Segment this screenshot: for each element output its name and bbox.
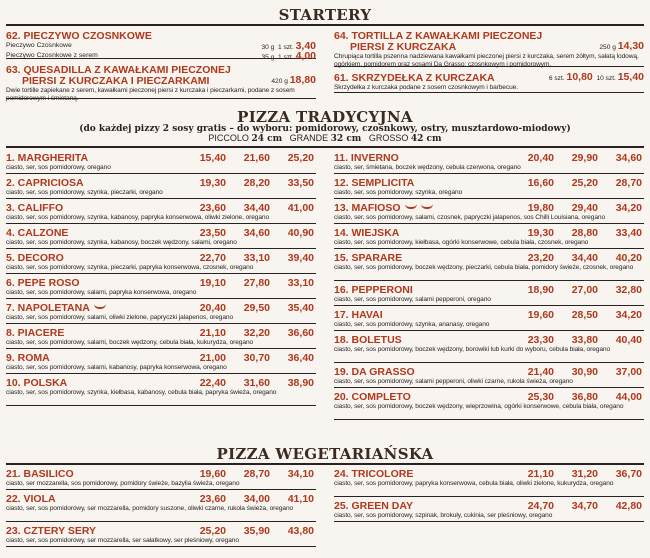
pizza-ingredients: ciasto, ser, śmietana, boczek wędzony, cebula czerwona, oregano — [334, 164, 521, 171]
price-grande: 28,50 — [571, 309, 598, 321]
starter-item-61 — [334, 71, 644, 93]
item-qty: 10 szt. — [596, 75, 616, 82]
price-group — [518, 392, 642, 403]
price-group — [190, 469, 314, 480]
price-group — [518, 501, 642, 512]
price-grosso: 34,20 — [615, 202, 642, 214]
price-group — [190, 494, 314, 505]
pizza-name: 18. BOLETUS — [334, 334, 402, 346]
price-grande: 33,80 — [571, 334, 598, 346]
size-name: PICCOLO — [208, 133, 249, 143]
pizza-name: 14. WIEJSKA — [334, 227, 400, 239]
price-group — [190, 328, 314, 339]
price-piccolo: 18,90 — [527, 284, 554, 296]
pizza-name: 7. NAPOLETANA — [6, 302, 90, 314]
price-piccolo: 23,60 — [199, 202, 226, 214]
pizza-name: 20. COMPLETO — [334, 391, 411, 403]
price-piccolo: 19,30 — [199, 177, 226, 189]
pizza-item — [6, 251, 316, 274]
pizza-name: 6. PEPE ROSO — [6, 277, 80, 289]
price-grosso: 25,20 — [287, 152, 314, 164]
price-group — [518, 285, 642, 296]
price-grande: 31,20 — [571, 468, 598, 480]
price-group — [190, 378, 314, 389]
price-grande: 28,80 — [571, 227, 598, 239]
price-group — [518, 178, 642, 189]
price-group — [518, 310, 642, 321]
pizza-name: 21. BASILICO — [6, 468, 74, 480]
pizza-name: 13. MAFIOSO — [334, 202, 401, 214]
price-group — [518, 469, 642, 480]
pizza-ingredients: ciasto, ser, sos pomidorowy, szynka, kabanosy, papryka konserwowa, oliwki zielone, oregano — [6, 214, 270, 221]
row-qty: 1 szt. — [277, 44, 294, 51]
pizza-item — [334, 333, 644, 363]
chili-pepper-icon — [421, 204, 433, 209]
price-grande: 33,10 — [243, 252, 270, 264]
price-grande: 28,70 — [243, 468, 270, 480]
price-grande: 25,20 — [571, 177, 598, 189]
price-group — [518, 203, 642, 214]
pizza-ingredients: ciasto, ser, sos pomidorowy, papryka konserwowa, cebula biała, oliwki zielone, kukurydza, oregano — [334, 480, 614, 487]
pizza-ingredients: ciasto, ser, sos pomidorowy, kiełbasa, ogórki konserwowe, cebula biała, czosnek, oregano — [334, 239, 589, 246]
price-grande: 29,90 — [571, 152, 598, 164]
title-row — [334, 73, 644, 84]
sauces-note: (do każdej pizzy 2 sosy gratis – do wyboru: pomidorowy, czosnkowy, ostry, musztardowo-miodowy) — [79, 124, 571, 134]
pizza-item — [334, 390, 644, 420]
row-price: 4,00 — [295, 50, 316, 62]
pizza-name: 15. SPARARE — [334, 252, 403, 264]
item-price: 15,40 — [617, 71, 644, 83]
price-group — [190, 526, 314, 537]
size-name: GRANDE — [289, 133, 329, 143]
pizza-ingredients: ciasto, ser, sos pomidorowy, salami pepperoni, oregano — [334, 296, 491, 303]
size-cm: 42 cm — [410, 134, 442, 144]
vegetarian-heading: PIZZA WEGETARIAŃSKA — [216, 445, 434, 463]
price-piccolo: 16,60 — [527, 177, 554, 189]
price-group — [190, 153, 314, 164]
vegetarian-left-list — [6, 467, 316, 549]
pizza-item — [6, 467, 316, 490]
pizza-item — [334, 365, 644, 388]
price-grosso: 28,70 — [615, 177, 642, 189]
price-grosso: 38,90 — [287, 377, 314, 389]
price-grande: 34,60 — [243, 227, 270, 239]
price-piccolo: 24,70 — [527, 500, 554, 512]
item-title: 61. SKRZYDEŁKA Z KURCZAKA — [334, 72, 495, 84]
pizza-ingredients: ciasto, ser, sos pomidorowy, szynka, kiełbasa, kabanosy, cebula biała, papryka świeża, oregano — [6, 389, 277, 396]
price-group — [190, 353, 314, 364]
price-grande: 34,70 — [571, 500, 598, 512]
price-grosso: 35,40 — [287, 302, 314, 314]
divider — [6, 146, 644, 148]
pizza-item — [334, 176, 644, 199]
pizza-ingredients: ciasto, ser, sos pomidorowy, salami, oliwki zielone, papryczki jalapenos, oregano — [6, 314, 234, 321]
vegetarian-right-list — [334, 467, 644, 524]
starter-item-64 — [334, 29, 644, 67]
row-price: 3,40 — [295, 40, 316, 52]
pizza-item — [6, 376, 316, 406]
pizza-ingredients: ciasto, ser, sos pomidorowy, salami, boczek wędzony, cebula biała, kukurydza, oregano — [6, 339, 254, 346]
pizza-item — [6, 351, 316, 374]
price-grosso: 42,80 — [615, 500, 642, 512]
pizza-ingredients: ciasto, ser, sos pomidorowy, boczek wędzony, pieczarki, cebula biała, pomidory świeże, czosnek, oregano — [334, 264, 634, 271]
price-grosso: 32,80 — [615, 284, 642, 296]
pizza-name: 17. HAVAI — [334, 309, 383, 321]
starter-row — [6, 52, 316, 62]
price-group — [190, 228, 314, 239]
price-piccolo: 23,60 — [199, 493, 226, 505]
price-grosso: 41,00 — [287, 202, 314, 214]
pizza-ingredients: ciasto, ser mozzarella, sos pomidorowy, pomidory świeże, bazylia świeża, oregano — [6, 480, 240, 487]
divider — [6, 24, 644, 26]
price-group — [518, 335, 642, 346]
price-group — [518, 228, 642, 239]
price-grosso: 39,40 — [287, 252, 314, 264]
pizza-item — [6, 326, 316, 349]
title-row — [334, 42, 644, 53]
price-piccolo: 22,70 — [199, 252, 226, 264]
price-grosso: 40,20 — [615, 252, 642, 264]
price-group — [190, 303, 314, 314]
price-grande: 27,00 — [571, 284, 598, 296]
price-group — [190, 203, 314, 214]
price-piccolo: 15,40 — [199, 152, 226, 164]
starters-right — [334, 29, 644, 93]
price-grosso: 36,40 — [287, 352, 314, 364]
pizza-ingredients: ciasto, ser, sos pomidorowy, boczek wędzony, wieprzowina, ogórki konserwowe, cebula biała, oregano — [334, 403, 624, 410]
price-grosso: 34,10 — [287, 468, 314, 480]
price-grande: 27,80 — [243, 277, 270, 289]
price-grande: 28,20 — [243, 177, 270, 189]
price-piccolo: 22,40 — [199, 377, 226, 389]
pizza-item — [334, 251, 644, 281]
pizza-item — [6, 201, 316, 224]
price-grande: 29,50 — [243, 302, 270, 314]
price-grande: 34,40 — [243, 202, 270, 214]
item-title: 62. PIECZYWO CZOSNKOWE — [6, 30, 152, 42]
price-piccolo: 19,10 — [199, 277, 226, 289]
item-title: 64. TORTILLA Z KAWAŁKAMI PIECZONEJ — [334, 30, 543, 42]
starters-left — [6, 29, 316, 102]
price-piccolo: 21,10 — [527, 468, 554, 480]
price-grosso: 33,50 — [287, 177, 314, 189]
price-grosso: 34,20 — [615, 309, 642, 321]
price-grande: 32,20 — [243, 327, 270, 339]
pizza-ingredients: ciasto, ser, sos pomidorowy, salami pepperoni, oliwki czarne, rukola świeża, oregano — [334, 378, 573, 385]
pizza-name: 19. DA GRASSO — [334, 366, 415, 378]
pizza-name: 10. POLSKA — [6, 377, 68, 389]
chili-pepper-icon — [405, 204, 417, 209]
pizza-ingredients: ciasto, ser, sos pomidorowy, szynka, ananasy, oregano — [334, 321, 490, 328]
pizza-item — [334, 151, 644, 174]
pizza-name: 16. PEPPERONI — [334, 284, 413, 296]
price-grosso: 40,40 — [615, 334, 642, 346]
pizza-ingredients: ciasto, ser, sos pomidorowy, szynka, pieczarki, papryka konserwowa, czosnek, oregano — [6, 264, 254, 271]
starter-item-62 — [6, 29, 316, 62]
pizza-name: 25. GREEN DAY — [334, 500, 413, 512]
price-piccolo: 20,40 — [199, 302, 226, 314]
price-grande: 34,00 — [243, 493, 270, 505]
starter-row — [6, 42, 316, 52]
pizza-ingredients: ciasto, ser, sos pomidorowy, ser mozzarella, ser sałatkowy, ser pleśniowy, oregano — [6, 537, 239, 544]
price-grande: 31,60 — [243, 377, 270, 389]
pizza-name: 5. DECORO — [6, 252, 64, 264]
item-title: 63. QUESADILLA Z KAWAŁKAMI PIECZONEJ — [6, 64, 231, 76]
pizza-ingredients: ciasto, ser, sos pomidorowy, salami, czosnek, papryczki jalapenos, sos Chilli Louisiana, oregano — [334, 214, 606, 221]
price-piccolo: 21,40 — [527, 366, 554, 378]
pizza-name: 4. CALZONE — [6, 227, 69, 239]
item-weight: 250 g — [599, 44, 616, 51]
row-name: Pieczywo Czosnkowe — [6, 42, 72, 49]
starter-item-63 — [6, 63, 316, 102]
price-piccolo: 25,20 — [199, 525, 226, 537]
price-grande: 35,90 — [243, 525, 270, 537]
price-grosso: 36,70 — [615, 468, 642, 480]
price-grosso: 44,00 — [615, 391, 642, 403]
traditional-heading: PIZZA TRADYCYJNA — [237, 108, 413, 126]
price-group — [190, 278, 314, 289]
pizza-name: 12. SEMPLICITA — [334, 177, 415, 189]
pizza-item — [6, 492, 316, 522]
pizza-ingredients: ciasto, ser, sos pomidorowy, szpinak, brokuły, cukinia, ser pleśniowy, oregano — [334, 512, 553, 519]
price-group — [518, 153, 642, 164]
row-weight: 35 g — [261, 54, 275, 61]
pizza-item — [6, 176, 316, 199]
pizza-ingredients: ciasto, ser, sos pomidorowy, szynka, pieczarki, oregano — [6, 189, 163, 196]
chili-pepper-icon — [94, 304, 106, 309]
title-row — [6, 76, 316, 87]
price-group — [190, 253, 314, 264]
pizza-name: 22. VIOLA — [6, 493, 56, 505]
price-group — [518, 253, 642, 264]
price-piccolo: 19,60 — [199, 468, 226, 480]
pizza-item — [334, 467, 644, 497]
price-piccolo: 20,40 — [527, 152, 554, 164]
price-group — [518, 367, 642, 378]
price-grande: 30,90 — [571, 366, 598, 378]
row-weight: 30 g — [261, 44, 275, 51]
pizza-item — [6, 151, 316, 174]
item-title-2: PIERSI Z KURCZAKA — [350, 41, 457, 53]
pizza-ingredients: ciasto, ser, sos pomidorowy, oregano — [6, 164, 111, 171]
pizza-name: 2. CAPRICIOSA — [6, 177, 84, 189]
price-grande: 21,60 — [243, 152, 270, 164]
item-weight: 420 g — [271, 78, 288, 85]
price-piccolo: 19,60 — [527, 309, 554, 321]
price-piccolo: 21,10 — [199, 327, 226, 339]
pizza-name: 9. ROMA — [6, 352, 50, 364]
pizza-name: 1. MARGHERITA — [6, 152, 89, 164]
size-name: GROSSO — [368, 133, 409, 143]
pizza-name: 3. CALIFFO — [6, 202, 64, 214]
price-piccolo: 21,00 — [199, 352, 226, 364]
pizza-ingredients: ciasto, ser, sos pomidorowy, ser mozzarella, pomidory suszone, oliwki czarne, rukola świeża, oregano — [6, 505, 294, 512]
pizza-item — [6, 524, 316, 547]
pizza-item — [6, 276, 316, 299]
item-desc: Dwie tortille zapiekane z serem, kawałkami pieczonej piersi z kurczaka i pieczarkami, podane z sosem pomidorowym i śmietaną. — [6, 87, 295, 102]
price-grosso: 33,10 — [287, 277, 314, 289]
price-grosso: 40,90 — [287, 227, 314, 239]
pizza-item — [334, 226, 644, 249]
price-grande: 34,40 — [571, 252, 598, 264]
starters-heading: STARTERY — [278, 6, 372, 24]
pizza-item — [6, 301, 316, 324]
pizza-item — [6, 226, 316, 249]
price-piccolo: 19,30 — [527, 227, 554, 239]
price-grosso: 33,40 — [615, 227, 642, 239]
pizza-ingredients: ciasto, ser, sos pomidorowy, boczek wędzony, borowiki lub kurki do wyboru, cebula biała, oregano — [334, 346, 611, 353]
item-desc: Skrzydełka z kurczaka podane z sosem czosnkowym i barbecue. — [334, 84, 518, 91]
price-piccolo: 23,20 — [527, 252, 554, 264]
price-piccolo: 23,50 — [199, 227, 226, 239]
size-cm: 24 cm — [251, 134, 283, 144]
pizza-name: 8. PIACERE — [6, 327, 65, 339]
price-grande: 36,80 — [571, 391, 598, 403]
pizza-name: 24. TRICOLORE — [334, 468, 414, 480]
row-name: Pieczywo Czosnkowe z serem — [6, 52, 98, 59]
divider — [6, 463, 644, 465]
pizza-item — [334, 283, 644, 306]
traditional-right-list — [334, 151, 644, 422]
pizza-ingredients: ciasto, ser, sos pomidorowy, salami, kabanosy, papryka konserwowa, oregano — [6, 364, 227, 371]
price-grosso: 43,80 — [287, 525, 314, 537]
size-cm: 32 cm — [330, 134, 362, 144]
price-group — [190, 178, 314, 189]
price-piccolo: 23,30 — [527, 334, 554, 346]
price-grosso: 37,00 — [615, 366, 642, 378]
pizza-item — [334, 499, 644, 522]
price-grande: 29,40 — [571, 202, 598, 214]
traditional-left-list — [6, 151, 316, 408]
pizza-ingredients: ciasto, ser, sos pomidorowy, salami, papryka konserwowa, oregano — [6, 289, 197, 296]
item-desc: Chrupiąca tortilla pszenna nadziewana kawałkami pieczonej piersi z kurczaka, serem żółtym, sałatą lodową, ogórkiem, pomidorem oraz sosami Da Grasso: czosnkowym i pomidorowym. — [334, 53, 639, 68]
price-grande: 30,70 — [243, 352, 270, 364]
pizza-name: 11. INVERNO — [334, 152, 399, 164]
price-piccolo: 25,30 — [527, 391, 554, 403]
price-grosso: 41,10 — [287, 493, 314, 505]
item-title-2: PIERSI Z KURCZAKA I PIECZARKAMI — [22, 75, 210, 87]
price-grosso: 36,60 — [287, 327, 314, 339]
item-price: 10,80 — [566, 71, 593, 83]
price-grosso: 34,60 — [615, 152, 642, 164]
pizza-ingredients: ciasto, ser, sos pomidorowy, szynka, oregano — [334, 189, 463, 196]
item-price: 18,80 — [289, 74, 316, 86]
item-qty: 6 szt. — [548, 75, 565, 82]
pizza-item — [334, 308, 644, 331]
price-piccolo: 19,80 — [527, 202, 554, 214]
pizza-item — [334, 201, 644, 224]
item-price: 14,30 — [617, 40, 644, 52]
size-legend — [0, 133, 650, 144]
row-qty: 1 szt. — [277, 54, 294, 61]
pizza-name: 23. CZTERY SERY — [6, 525, 97, 537]
pizza-ingredients: ciasto, ser, sos pomidorowy, szynka, kabanosy, boczek wędzony, salami, oregano — [6, 239, 237, 246]
